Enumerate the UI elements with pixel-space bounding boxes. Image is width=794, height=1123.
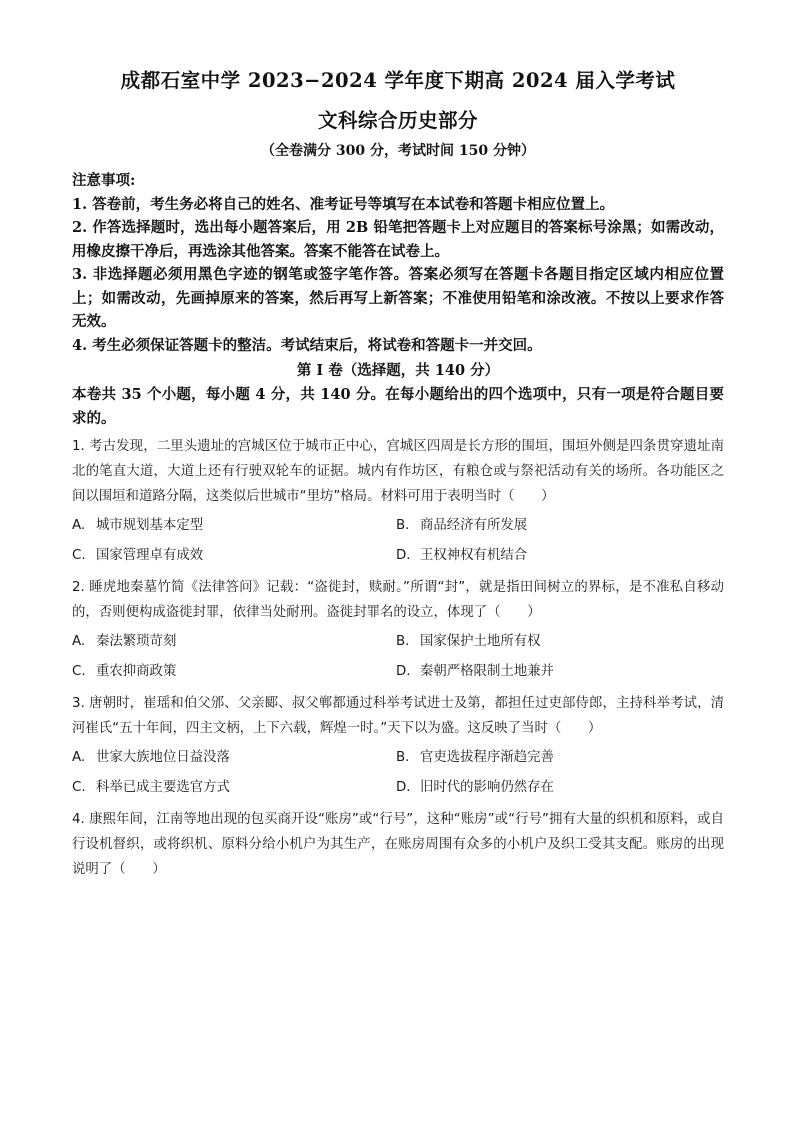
exam-page — [72, 66, 724, 882]
option-d: D. 旧时代的影响仍然存在 — [396, 780, 554, 795]
exam-title: 成都石室中学 2023−2024 学年度下期高 2024 届入学考试 — [120, 69, 676, 92]
exam-subject-title: 文科综合历史部分 — [317, 109, 478, 132]
question-stem: 2. 睡虎地秦墓竹简《法律答问》记载：“盗徙封，赎耐。”所谓“封”，就是指田间树立的界标，是不准私自移动的，否则便构成盗徙封罪，依律当处耐刑。盗徙封罪名的设立，体现了（ ） — [72, 580, 724, 620]
question-stem: 3. 唐朝时，崔瑶和伯父邠、父亲郾、叔父郸都通过科举考试进士及第，都担任过吏部侍郎，主持科举考试，清河崔氏“五十年间，四主文柄，上下六载，辉煌一时。”天下以为盛。这反映了当时（ ） — [72, 696, 724, 736]
note-item: 1. 答卷前，考生务必将自己的姓名、准考证号等填写在本试卷和答题卡相应位置上。 — [72, 195, 615, 213]
question-options — [72, 743, 724, 803]
note-item: 4. 考生必须保证答题卡的整洁。考试结束后，将试卷和答题卡一并交回。 — [72, 336, 542, 354]
option-c: C. 科举已成主要选官方式 — [72, 780, 230, 795]
option-d: D. 王权神权有机结合 — [396, 548, 528, 563]
question-stem: 4. 康熙年间，江南等地出现的包买商开设“账房”或“行号”，这种“账房”或“行号”拥有大量的织机和原料，或自行设机督织，或将织机、原料分给小机户为其生产，在账房周围有众多的小机户及织工受其支配。账房的出现说明了（ ） — [72, 812, 724, 877]
note-item: 2. 作答选择题时，选出每小题答案后，用 2B 铅笔把答题卡上对应题目的答案标号涂黑；如需改动，用橡皮擦干净后，再选涂其他答案。答案不能答在试卷上。 — [72, 219, 724, 260]
section-title: 第 I 卷（选择题，共 140 分） — [296, 362, 500, 379]
option-a: A. 城市规划基本定型 — [72, 518, 204, 533]
option-c: C. 国家管理卓有成效 — [72, 548, 204, 563]
question-options — [72, 627, 724, 687]
note-item: 3. 非选择题必须用黑色字迹的钢笔或签字笔作答。答案必须写在答题卡各题目指定区域内相应位置上；如需改动，先画掉原来的答案，然后再写上新答案；不准使用铅笔和涂改液。不按以上要求作答无效。 — [72, 266, 724, 330]
question-options — [72, 511, 724, 571]
option-a: A. 世家大族地位日益没落 — [72, 750, 230, 765]
section-intro: 本卷共 35 个小题，每小题 4 分，共 140 分。在每小题给出的四个选项中，只有一项是符合题目要求的。 — [72, 386, 724, 427]
option-b: B. 国家保护土地所有权 — [396, 634, 541, 649]
option-c: C. 重农抑商政策 — [72, 664, 177, 679]
option-a: A. 秦法繁琐苛刻 — [72, 634, 177, 649]
option-d: D. 秦朝严格限制土地兼并 — [396, 664, 554, 679]
option-b: B. 官吏选拔程序渐趋完善 — [396, 750, 554, 765]
notes-heading: 注意事项: — [72, 172, 136, 189]
option-b: B. 商品经济有所发展 — [396, 518, 528, 533]
exam-duration-note: （全卷满分 300 分，考试时间 150 分钟） — [261, 143, 535, 159]
question-stem: 1. 考古发现，二里头遗址的宫城区位于城市正中心，宫城区四周是长方形的围垣，围垣外侧是四条贯穿遗址南北的笔直大道，大道上还有行驶双轮车的证据。城内有作坊区，有粮仓或与祭祀活动有关的场所。各功能区之间以围垣和道路分隔，这类似后世城市“里坊”格局。材料可用于表明当时（ ） — [72, 439, 724, 504]
